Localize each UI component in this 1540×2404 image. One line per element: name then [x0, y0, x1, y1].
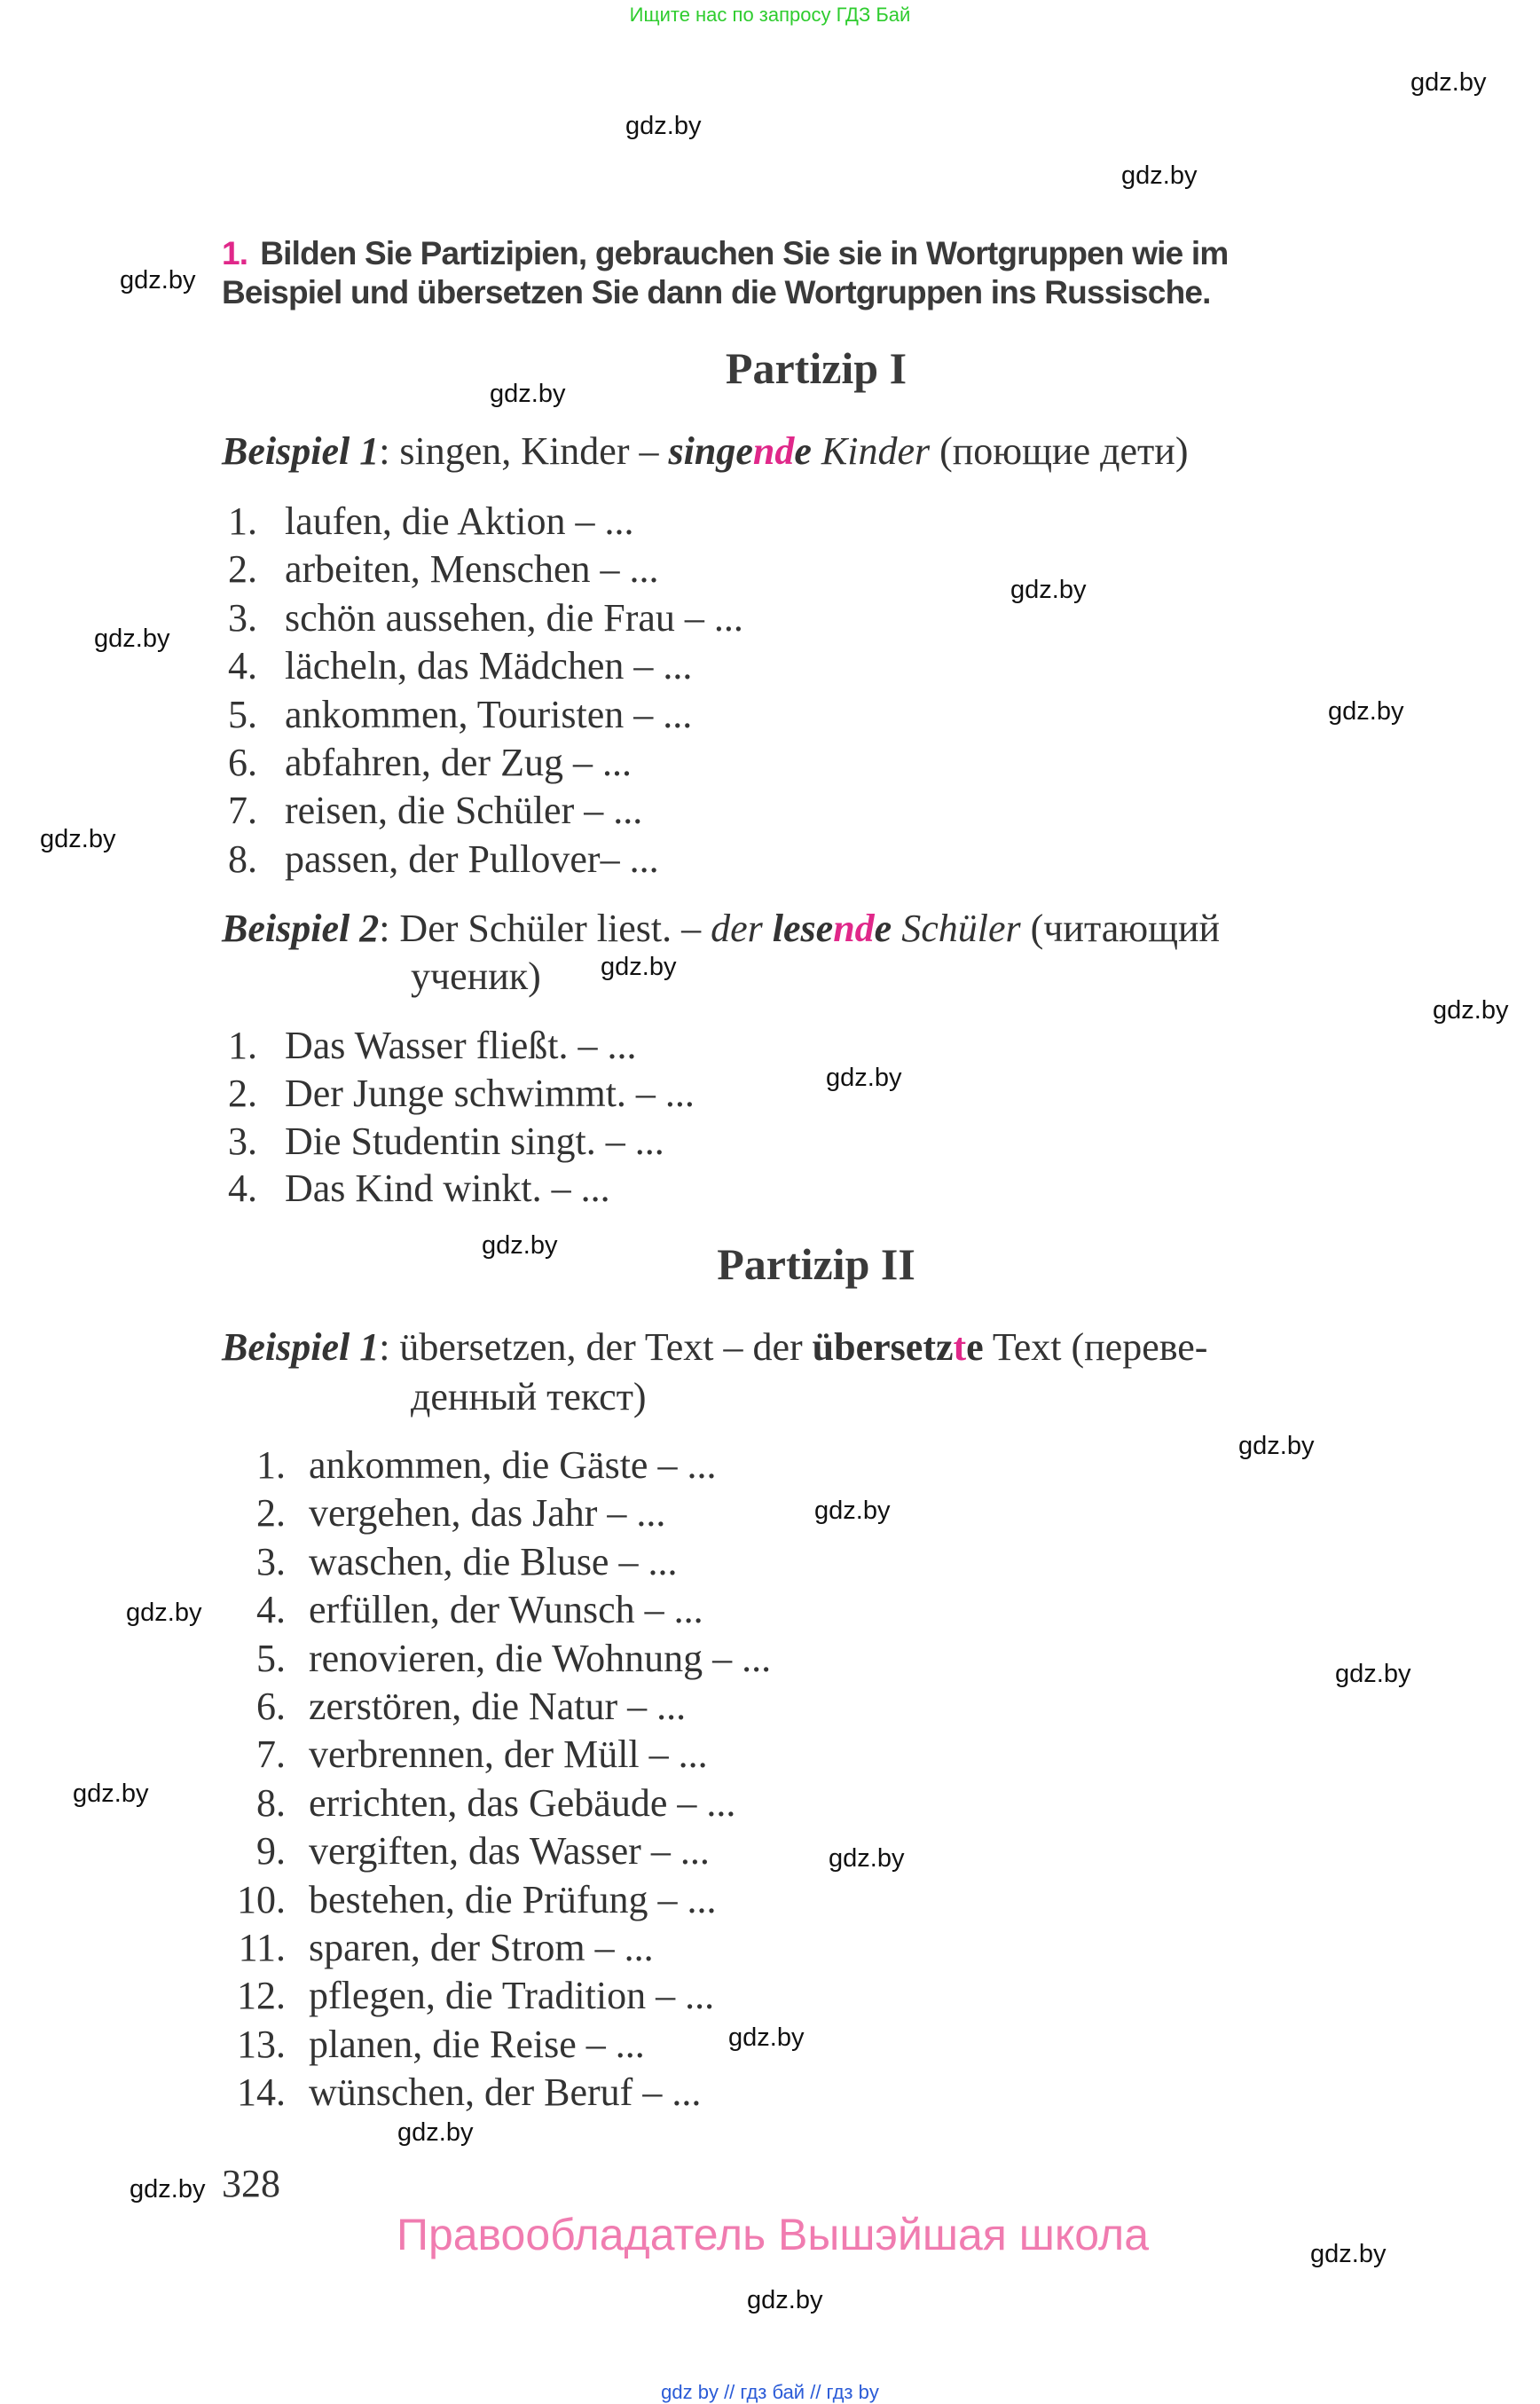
watermark-text: gdz.by [490, 380, 566, 408]
list-item-number: 3. [256, 1539, 286, 1583]
list-item-text: renovieren, die Wohnung – ... [309, 1636, 772, 1680]
watermark-text: gdz.by [94, 625, 170, 653]
list-item [222, 1538, 771, 1586]
watermark-text: gdz.by [1410, 68, 1487, 97]
example-text: : übersetzen, der Text – der [379, 1325, 813, 1369]
list-item [222, 546, 743, 593]
exercise-list-partizip-1-b [222, 1022, 695, 1213]
list-item-number: 6. [228, 741, 257, 785]
list-item [222, 1489, 771, 1537]
list-item-number: 8. [256, 1780, 286, 1825]
list-item [222, 836, 743, 884]
list-item-number: 10. [237, 1877, 286, 1921]
example-text: : singen, Kinder – [379, 429, 669, 473]
answer-part: lese [772, 907, 834, 950]
list-item-number: 4. [228, 1167, 257, 1211]
answer-part: singe [668, 429, 753, 473]
list-item-text: verbrennen, der Müll – ... [309, 1732, 708, 1777]
list-item [222, 1586, 771, 1634]
list-item-number: 1. [228, 1024, 257, 1067]
list-item-number: 5. [228, 692, 257, 736]
watermark-text: gdz.by [1310, 2240, 1387, 2268]
watermark-text: gdz.by [826, 1064, 902, 1092]
list-item-number: 1. [256, 1443, 286, 1487]
list-item-text: passen, der Pullover– ... [285, 837, 659, 881]
watermark-text: gdz.by [397, 2118, 474, 2147]
translation: (читающий [1020, 907, 1221, 950]
example-label: Beispiel 1 [222, 1325, 380, 1369]
list-item-number: 3. [228, 595, 257, 640]
list-item-text: laufen, die Aktion – ... [285, 499, 634, 543]
task-number: 1. [222, 235, 248, 271]
watermark-text: gdz.by [1433, 996, 1509, 1025]
list-item [222, 739, 743, 787]
answer-part: übersetz [812, 1325, 954, 1369]
list-item [222, 1876, 771, 1924]
list-item-number: 3. [228, 1119, 257, 1163]
list-item-number: 11. [238, 1926, 286, 1970]
answer-suffix-highlight: nd [752, 429, 795, 473]
list-item [222, 1683, 771, 1731]
watermark-text: gdz.by [728, 2023, 805, 2052]
answer-part: e [794, 429, 812, 473]
top-banner-link[interactable]: Ищите нас по запросу ГДЗ Бай [629, 4, 911, 26]
translation: (переве- [1061, 1325, 1208, 1369]
watermark-text: gdz.by [1328, 697, 1404, 726]
list-item [222, 2021, 771, 2069]
list-item-text: zerstören, die Natur – ... [309, 1685, 687, 1729]
copyright-notice: Правообладатель Вышэйшая школа [397, 2210, 1149, 2259]
watermark-text: gdz.by [601, 953, 677, 981]
list-item [222, 642, 743, 690]
list-item-number: 2. [228, 1071, 257, 1115]
watermark-text: gdz.by [747, 2286, 823, 2314]
list-item [222, 1731, 771, 1779]
list-item [222, 1635, 771, 1683]
list-item [222, 498, 743, 546]
answer-suffix-highlight: t [953, 1325, 967, 1369]
list-item-text: Das Kind winkt. – ... [285, 1167, 610, 1211]
list-item-number: 7. [256, 1732, 286, 1777]
list-item-text: wünschen, der Beruf – ... [309, 2070, 702, 2115]
list-item-number: 13. [237, 2022, 286, 2066]
list-item-number: 7. [228, 789, 257, 833]
list-item [222, 787, 743, 835]
list-item-text: waschen, die Bluse – ... [309, 1539, 678, 1583]
watermark-text: gdz.by [1238, 1432, 1315, 1460]
list-item-text: lächeln, das Mädchen – ... [285, 644, 693, 688]
list-item-text: ankommen, die Gäste – ... [309, 1443, 717, 1487]
task-line-1: Bilden Sie Partizipien, gebrauchen Sie sie in Wortgruppen wie im [260, 235, 1229, 271]
answer-part: e [874, 907, 892, 950]
list-item [222, 594, 743, 642]
section-title-partizip-2: Partizip II [717, 1239, 915, 1289]
list-item-text: planen, die Reise – ... [309, 2022, 645, 2066]
list-item [222, 1070, 695, 1118]
list-item-text: pflegen, die Tradition – ... [309, 1974, 715, 2018]
watermark-text: gdz.by [814, 1497, 891, 1525]
translation-continued: денный текст) [411, 1375, 647, 1418]
list-item [222, 1779, 771, 1827]
list-item-text: sparen, der Strom – ... [309, 1926, 654, 1970]
answer-article: der [711, 907, 773, 950]
example-text: : Der Schüler liest. – [379, 907, 711, 950]
watermark-text: gdz.by [1121, 161, 1198, 190]
list-item-text: reisen, die Schüler – ... [285, 789, 643, 833]
answer-noun: Text [983, 1325, 1062, 1369]
example-1-partizip-1 [222, 428, 1188, 475]
list-item-number: 2. [256, 1491, 286, 1536]
list-item [222, 1022, 695, 1070]
list-item-number: 12. [237, 1974, 286, 2018]
task-instruction [222, 234, 1229, 312]
list-item [222, 1827, 771, 1875]
answer-noun: Schüler [892, 907, 1021, 950]
list-item-number: 8. [228, 837, 257, 881]
list-item-text: erfüllen, der Wunsch – ... [309, 1588, 703, 1632]
watermark-text: gdz.by [482, 1231, 558, 1260]
list-item [222, 1165, 695, 1213]
list-item-text: vergiften, das Wasser – ... [309, 1829, 710, 1874]
translation-continued: ученик) [411, 955, 541, 998]
watermark-text: gdz.by [625, 112, 702, 140]
list-item-number: 5. [256, 1636, 286, 1680]
example-label: Beispiel 2 [222, 907, 380, 950]
list-item [222, 1442, 771, 1489]
section-title-partizip-1: Partizip I [725, 343, 908, 393]
watermark-text: gdz.by [40, 825, 116, 853]
answer-part: e [966, 1325, 984, 1369]
page-number: 328 [222, 2162, 280, 2205]
list-item-text: abfahren, der Zug – ... [285, 741, 632, 785]
list-item-number: 1. [228, 499, 257, 543]
watermark-text: gdz.by [130, 2175, 206, 2204]
list-item [222, 1972, 771, 2020]
list-item [222, 1118, 695, 1166]
answer-noun: Kinder [811, 429, 931, 473]
example-1-partizip-2 [222, 1324, 1207, 1371]
list-item-number: 2. [228, 547, 257, 592]
exercise-list-partizip-1-a [222, 498, 743, 884]
list-item-number: 6. [256, 1685, 286, 1729]
list-item-text: arbeiten, Menschen – ... [285, 547, 659, 592]
example-2-partizip-1 [222, 905, 1220, 953]
example-label: Beispiel 1 [222, 429, 380, 473]
list-item-text: schön aussehen, die Frau – ... [285, 595, 743, 640]
translation: (поющие дети) [930, 429, 1189, 473]
answer-suffix-highlight: nd [833, 907, 875, 950]
list-item [222, 2069, 771, 2117]
list-item-number: 9. [256, 1829, 286, 1874]
list-item-text: bestehen, die Prüfung – ... [309, 1877, 717, 1921]
watermark-text: gdz.by [120, 266, 196, 295]
exercise-list-partizip-2 [222, 1442, 771, 2117]
list-item [222, 1924, 771, 1972]
list-item-number: 4. [256, 1588, 286, 1632]
task-line-2: Beispiel und übersetzen Sie dann die Wortgruppen ins Russische. [222, 274, 1211, 310]
list-item-text: errichten, das Gebäude – ... [309, 1780, 736, 1825]
list-item-number: 4. [228, 644, 257, 688]
watermark-text: gdz.by [1335, 1660, 1411, 1688]
list-item-text: Die Studentin singt. – ... [285, 1119, 664, 1163]
list-item [222, 691, 743, 739]
bottom-links[interactable]: gdz by // гдз бай // гдз by [661, 2381, 879, 2403]
list-item-number: 14. [237, 2070, 286, 2115]
watermark-text: gdz.by [1010, 576, 1087, 604]
list-item-text: Der Junge schwimmt. – ... [285, 1071, 695, 1115]
watermark-text: gdz.by [126, 1599, 202, 1627]
watermark-text: gdz.by [73, 1779, 149, 1808]
list-item-text: vergehen, das Jahr – ... [309, 1491, 666, 1536]
list-item-text: ankommen, Touristen – ... [285, 692, 693, 736]
list-item-text: Das Wasser fließt. – ... [285, 1024, 637, 1067]
watermark-text: gdz.by [829, 1844, 905, 1873]
